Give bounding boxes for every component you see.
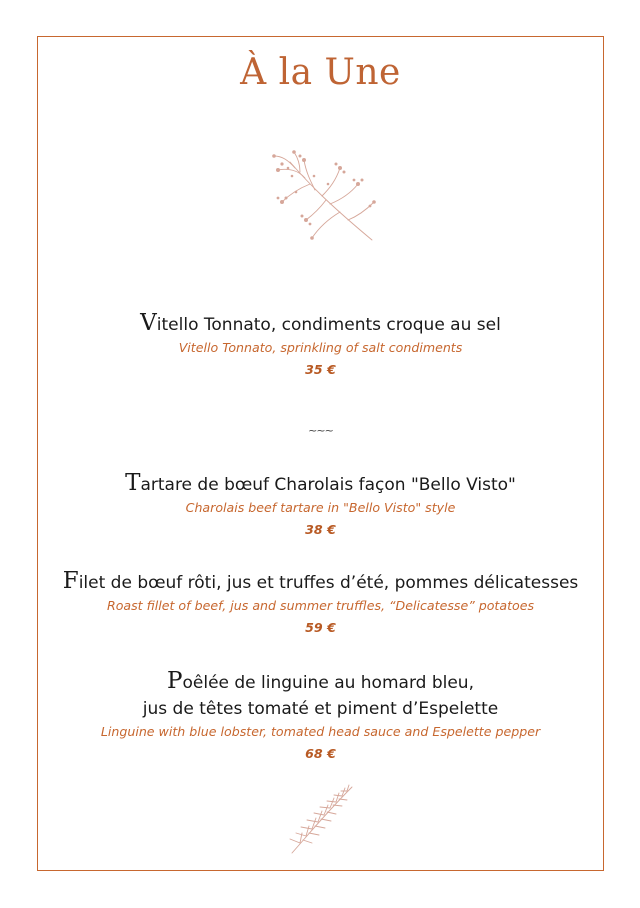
dish-name-fr-line2: jus de têtes tomaté et piment d’Espelette	[142, 699, 499, 719]
dish-initial: F	[62, 568, 79, 594]
dish-name-en: Vitello Tonnato, sprinkling of salt condiments	[178, 340, 463, 355]
dill-sprig-icon	[270, 150, 380, 246]
menu-item-linguine-homard	[37, 668, 604, 766]
menu-item-vitello-tonnato	[37, 310, 604, 382]
dish-name-text: itello Tonnato, condiments croque au sel	[156, 315, 501, 335]
dish-name-fr	[37, 668, 604, 696]
dish-name-en: Roast fillet of beef, jus and summer truffles, “Delicatesse” potatoes	[106, 598, 535, 613]
section-separator: ~~~	[308, 424, 333, 437]
rosemary-sprig-icon	[286, 783, 356, 855]
dish-price: 68 €	[305, 746, 336, 761]
dish-initial: P	[167, 668, 183, 694]
dish-name-text: oêlée de linguine au homard bleu,	[182, 673, 474, 693]
dish-price: 59 €	[305, 620, 336, 635]
dish-name-en: Charolais beef tartare in "Bello Visto" style	[185, 500, 456, 515]
dish-name-fr	[37, 568, 604, 596]
dish-name-en: Linguine with blue lobster, tomated head sauce and Espelette pepper	[100, 724, 541, 739]
menu-item-tartare	[37, 470, 604, 542]
dish-initial: T	[125, 470, 141, 496]
dish-price: 38 €	[305, 522, 336, 537]
dish-name-text: ilet de bœuf rôti, jus et truffes d’été, pommes délicatesses	[78, 573, 579, 593]
menu-item-filet-de-boeuf	[37, 568, 604, 640]
dish-name-fr	[37, 470, 604, 498]
dish-price: 35 €	[305, 362, 336, 377]
menu-title: À la Une	[240, 52, 401, 93]
dish-initial: V	[140, 310, 157, 336]
dish-name-text: artare de bœuf Charolais façon "Bello Visto"	[140, 475, 516, 495]
dish-name-fr	[37, 310, 604, 338]
